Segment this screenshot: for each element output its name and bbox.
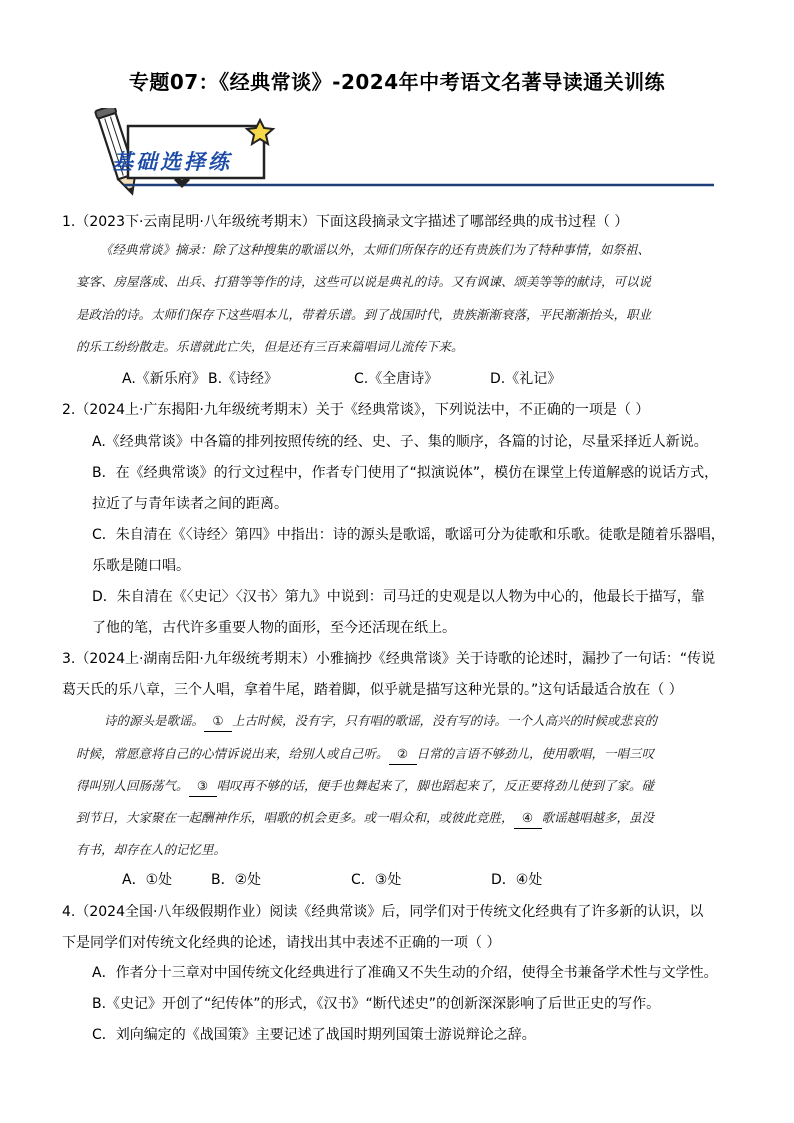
q3-stem-cont: 葛天氏的乐八章，三个人唱，拿着牛尾，踏着脚，似乎就是描写这种光景的。”这句话最适合放在（ ） — [62, 682, 683, 698]
q3-passage-line: 有书，却存在人的记忆里。 — [76, 842, 227, 857]
q3-option-d[interactable]: D．④处 — [491, 872, 543, 888]
q2-option-c[interactable]: C．朱自清在《〈诗经〉第四》中指出：诗的源头是歌谣，歌谣可分为徒歌和乐歌。徒歌是随着乐器唱， — [92, 527, 725, 543]
banner-label: 基础选择练 — [112, 150, 232, 174]
q2-stem: 2.（2024上·广东揭阳·九年级统考期末）关于《经典常谈》，下列说法中，不正确的一项是（ ） — [62, 402, 650, 418]
q1-passage-line: 是政治的诗。太师们保存下这些唱本儿，带着乐谱。到了战国时代，贵族渐渐衰落，平民渐渐抬头，职业 — [76, 307, 652, 322]
q1-stem: 1.（2023下·云南昆明·八年级统考期末）下面这段摘录文字描述了哪部经典的成书过程（ ） — [62, 214, 629, 230]
q4-option-c[interactable]: C．刘向编定的《战国策》主要记述了战国时期列国策士游说辩论之辞。 — [92, 1027, 536, 1043]
q3-passage-line: 得叫别人回肠荡气。 ③ 唱叹再不够的话，便手也舞起来了，脚也蹈起来了，反正要将劲儿使到了家。碰 — [76, 776, 654, 797]
q3-option-b[interactable]: B．②处 — [211, 872, 262, 888]
q3-option-c[interactable]: C．③处 — [351, 872, 402, 888]
q1-option-c[interactable]: C.《全唐诗》 — [354, 371, 439, 387]
q1-option-a[interactable]: A.《新乐府》 — [122, 371, 206, 387]
q1-option-b[interactable]: B.《诗经》 — [208, 371, 279, 387]
q1-passage-line: 宴客、房屋落成、出兵、打猎等等作的诗，这些可以说是典礼的诗。又有讽谏、颂美等等的献诗，可以说 — [76, 274, 652, 289]
q4-option-b[interactable]: B.《史记》开创了“纪传体”的形式，《汉书》“断代述史”的创新深深影响了后世正史的写作。 — [92, 996, 661, 1012]
blank-3: ③ — [189, 776, 217, 797]
q2-option-d[interactable]: D．朱自清在《〈史记〉〈汉书〉第九》中说到：司马迁的史观是以人物为中心的，他最长于描写，靠 — [92, 589, 705, 605]
q3-option-a[interactable]: A．①处 — [122, 872, 173, 888]
q4-stem: 4.（2024全国·八年级假期作业）阅读《经典常谈》后，同学们对于传统文化经典有了许多新的认识，以 — [62, 904, 704, 920]
q3-passage-line: 到节日，大家聚在一起酬神作乐，唱歌的机会更多。或一唱众和，或彼此竞胜， ④ 歌谣越唱越多，虽没 — [76, 808, 654, 829]
q4-stem-cont: 下是同学们对传统文化经典的论述，请找出其中表述不正确的一项（ ） — [62, 935, 501, 951]
heart-icon — [174, 178, 190, 188]
blank-4: ④ — [514, 808, 542, 829]
q2-option-c-cont: 乐歌是随口唱。 — [92, 558, 190, 574]
q2-option-b[interactable]: B．在《经典常谈》的行文过程中，作者专门使用了“拟演说体”，模仿在课堂上传道解惑的说话方式， — [92, 465, 719, 481]
q2-option-d-cont: 了他的笔，古代许多重要人物的面形，至今还活现在纸上。 — [92, 620, 456, 636]
q3-stem: 3.（2024上·湖南岳阳·九年级统考期末）小雅摘抄《经典常谈》关于诗歌的论述时，漏抄了一句话：“传说 — [62, 651, 716, 667]
blank-2: ② — [389, 744, 417, 765]
q2-option-a[interactable]: A.《经典常谈》中各篇的排列按照传统的经、史、子、集的顺序，各篇的讨论，尽量采择近人新说。 — [92, 434, 708, 450]
q1-option-d[interactable]: D.《礼记》 — [490, 371, 562, 387]
q1-passage-line: 的乐工纷纷散走。乐谱就此亡失，但是还有三百来篇唱词儿流传下来。 — [76, 339, 464, 354]
q2-option-b-cont: 拉近了与青年读者之间的距离。 — [92, 496, 288, 512]
blank-1: ① — [204, 711, 232, 732]
q4-option-a[interactable]: A．作者分十三章对中国传统文化经典进行了准确又不失生动的介绍，使得全书兼备学术性与文学性。 — [92, 965, 718, 981]
page-title: 专题07：《经典常谈》-2024年中考语文名著导读通关训练 — [128, 70, 666, 94]
q3-passage-line: 诗的源头是歌谣。 ① 上古时候，没有字，只有唱的歌谣，没有写的诗。一个人高兴的时候或悲哀的 — [104, 711, 657, 732]
q1-passage-line: 《经典常谈》摘录：除了这种搜集的歌谣以外，太师们所保存的还有贵族们为了特种事情，如祭祖、 — [100, 242, 651, 257]
q3-passage-line: 时候，常愿意将自己的心情诉说出来，给别人或自己听。 ② 日常的言语不够劲儿，使用歌唱，一唱三叹 — [76, 744, 654, 765]
